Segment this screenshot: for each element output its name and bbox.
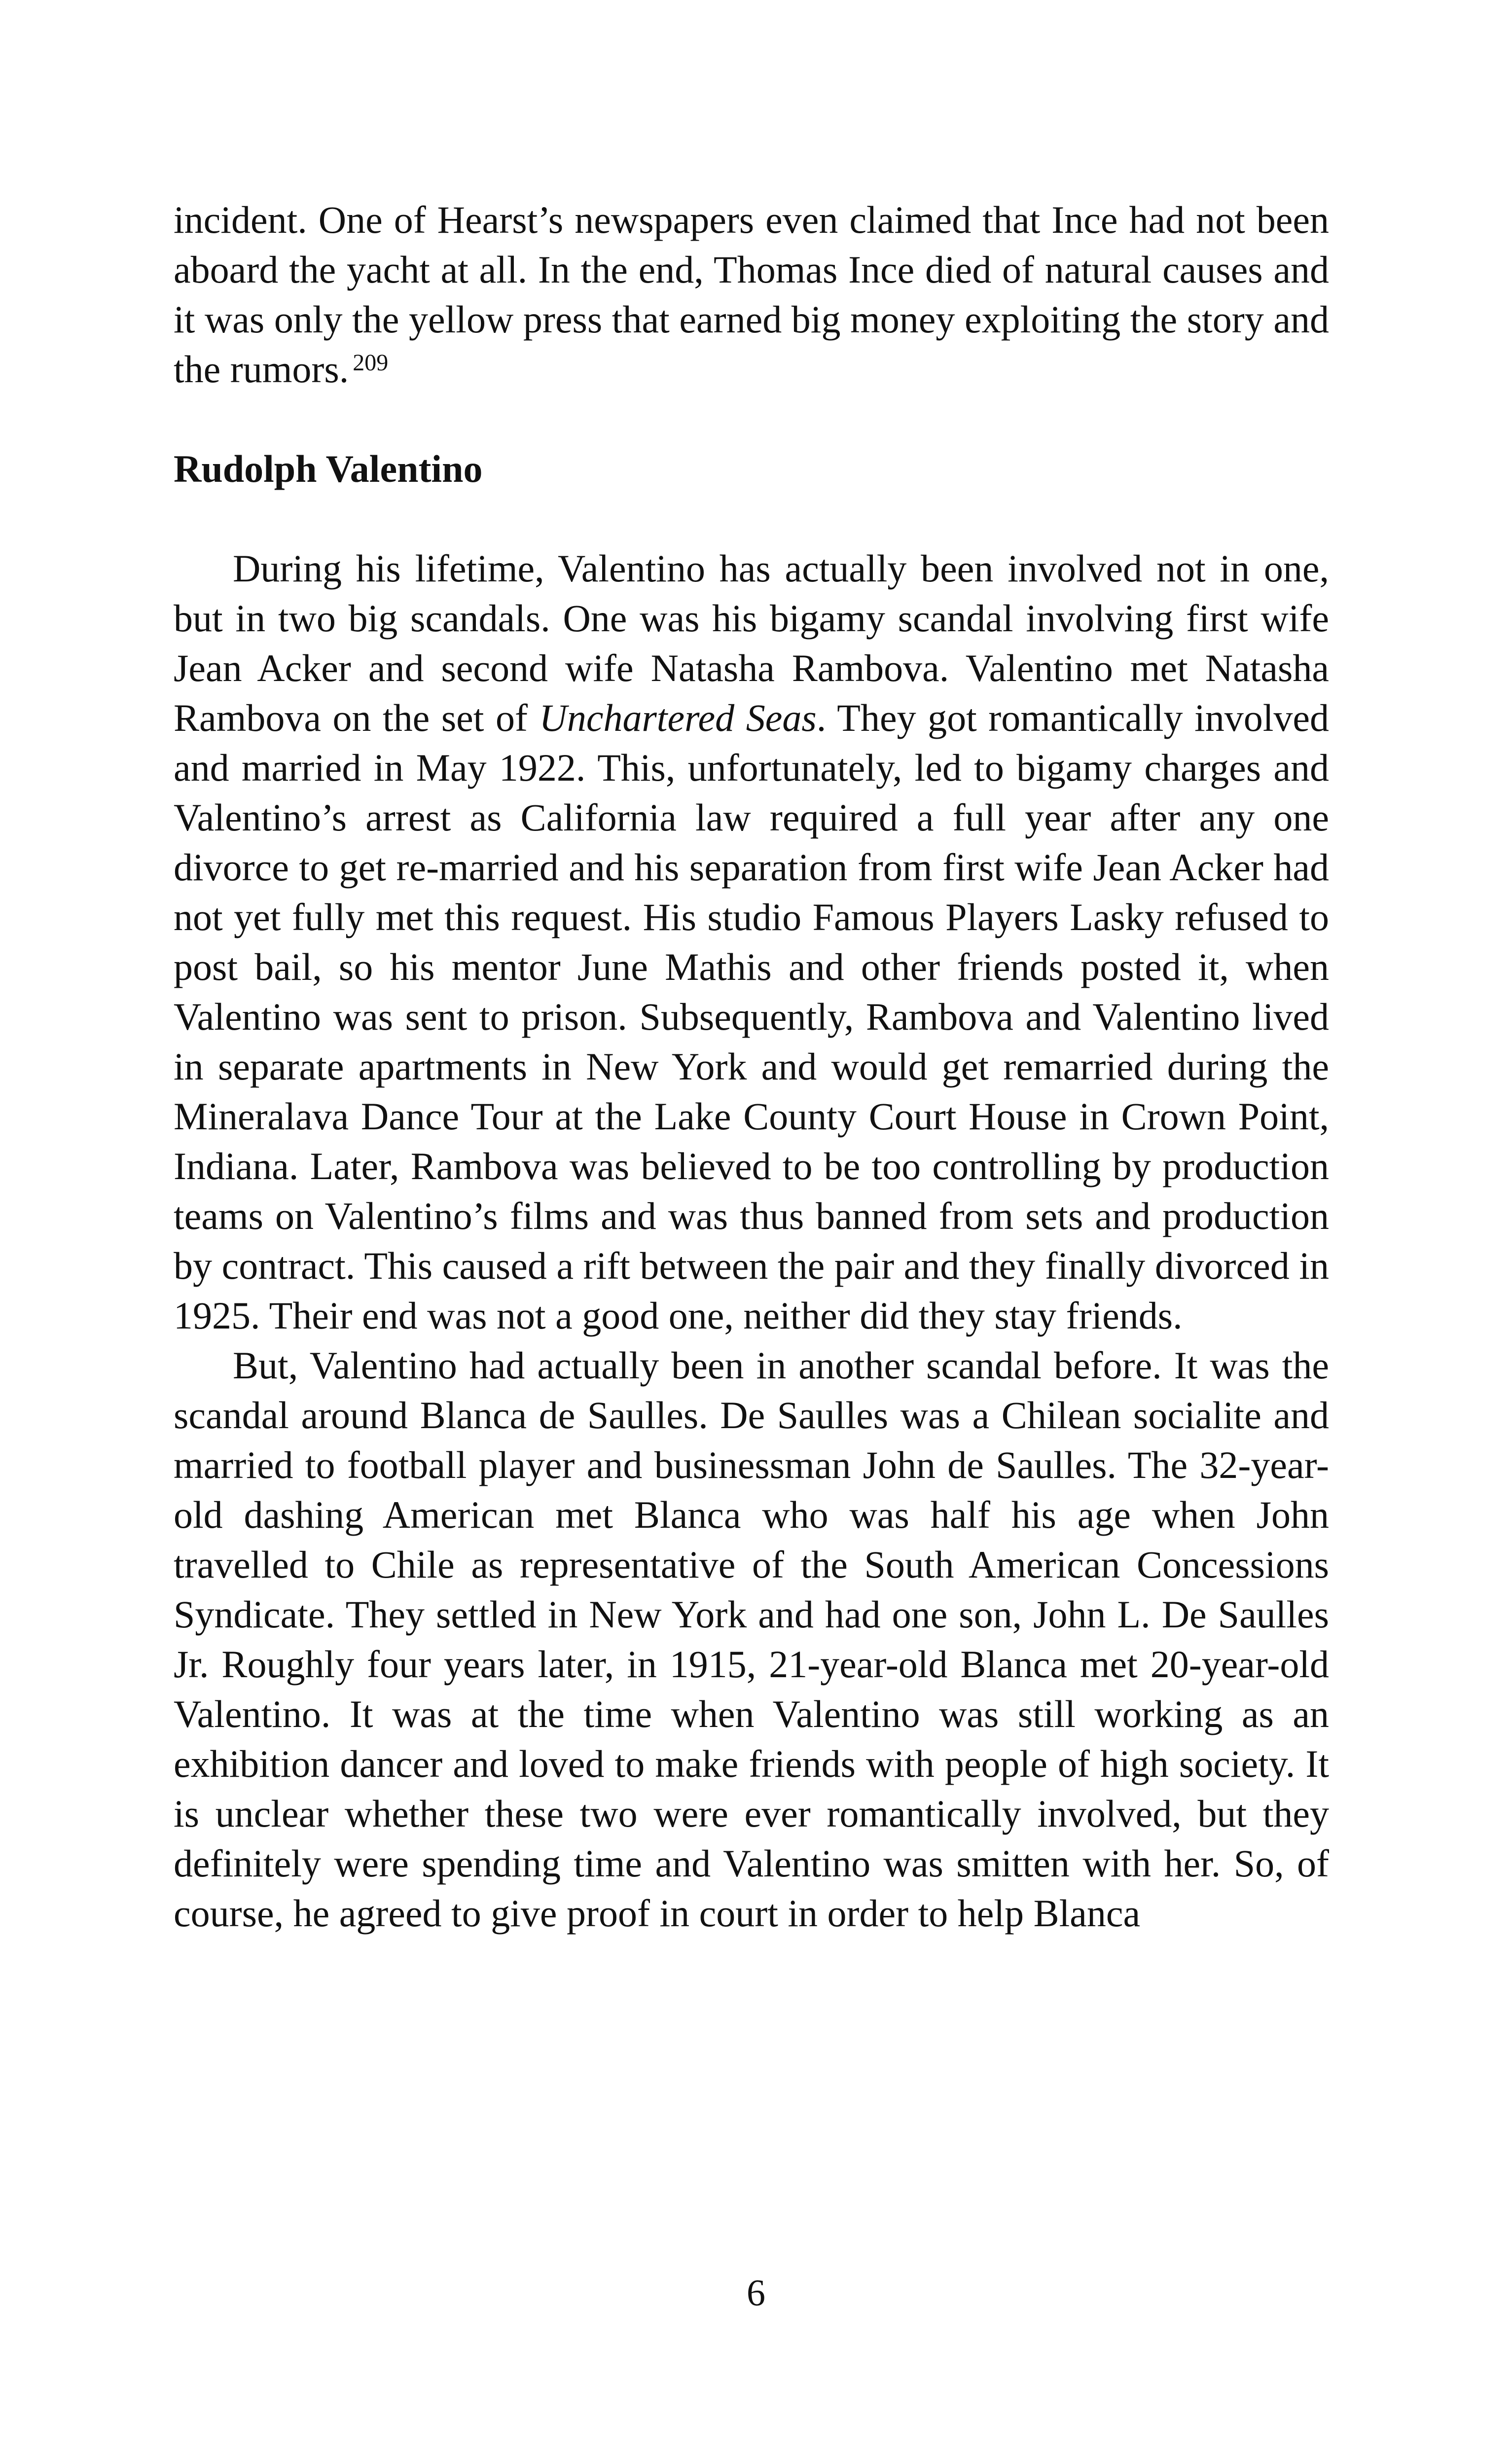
paragraph-1-text-after-title: . They got romantically involved and married in May 1922. This, unfortunately, led to bigamy charges and Valentino’s arrest as California law required a full year after any one divorce to get re-married and his separation from first wife Jean Acker had not yet fully met this request. His studio Famous Players Lasky refused to post bail, so his mentor June Mathis and other friends posted it, when Valentino was sent to prison. Subsequently, Rambova and Valentino lived in separate apartments in New York and would get remarried during the Mineralava Dance Tour at the Lake County Court House in Crown Point, Indiana. Later, Rambova was believed to be too controlling by production teams on Valentino’s films and was thus banned from sets and production by contract. This caused a rift between the pair and they finally divorced in 1925. Their end was not a good one, neither did they stay friends.: [174, 696, 1329, 1337]
body-paragraph-2: But, Valentino had actually been in another scandal before. It was the scandal around Blanca de Saulles. De Saulles was a Chilean socialite and married to football player and businessman John de Saulles. The 32-year-old dashing American met Blanca who was half his age when John travelled to Chile as representative of the South American Concessions Syndicate. They settled in New York and had one son, John L. De Saulles Jr. Roughly four years later, in 1915, 21-year-old Blanca met 20-year-old Valentino. It was at the time when Valentino was still working as an exhibition dancer and loved to make friends with people of high society. It is unclear whether these two were ever romantically involved, but they definitely were spending time and Valentino was smitten with her. So, of course, he agreed to give proof in court in order to help Blanca: [174, 1344, 1329, 1935]
book-page: [174, 195, 1329, 1938]
film-title: Unchartered Seas: [539, 696, 817, 739]
footnote-reference: 209: [353, 350, 389, 376]
body-paragraph-1: [174, 543, 1329, 1340]
opening-paragraph: [174, 195, 1329, 394]
paragraph-1-text-before-title: During his lifetime, Valentino has actually been involved not in one, but in two big scandals. One was his bigamy scandal involving first wife Jean Acker and second wife Natasha Rambova. Valentino met Natasha Rambova on the set of: [174, 547, 1329, 739]
opening-paragraph-text: incident. One of Hearst’s newspapers even claimed that Ince had not been aboard the yacht at all. In the end, Thomas Ince died of natural causes and it was only the yellow press that earned big money exploiting the story and the rumors.: [174, 198, 1329, 391]
section-heading: Rudolph Valentino: [174, 447, 483, 490]
page-number: 6: [747, 2272, 765, 2314]
